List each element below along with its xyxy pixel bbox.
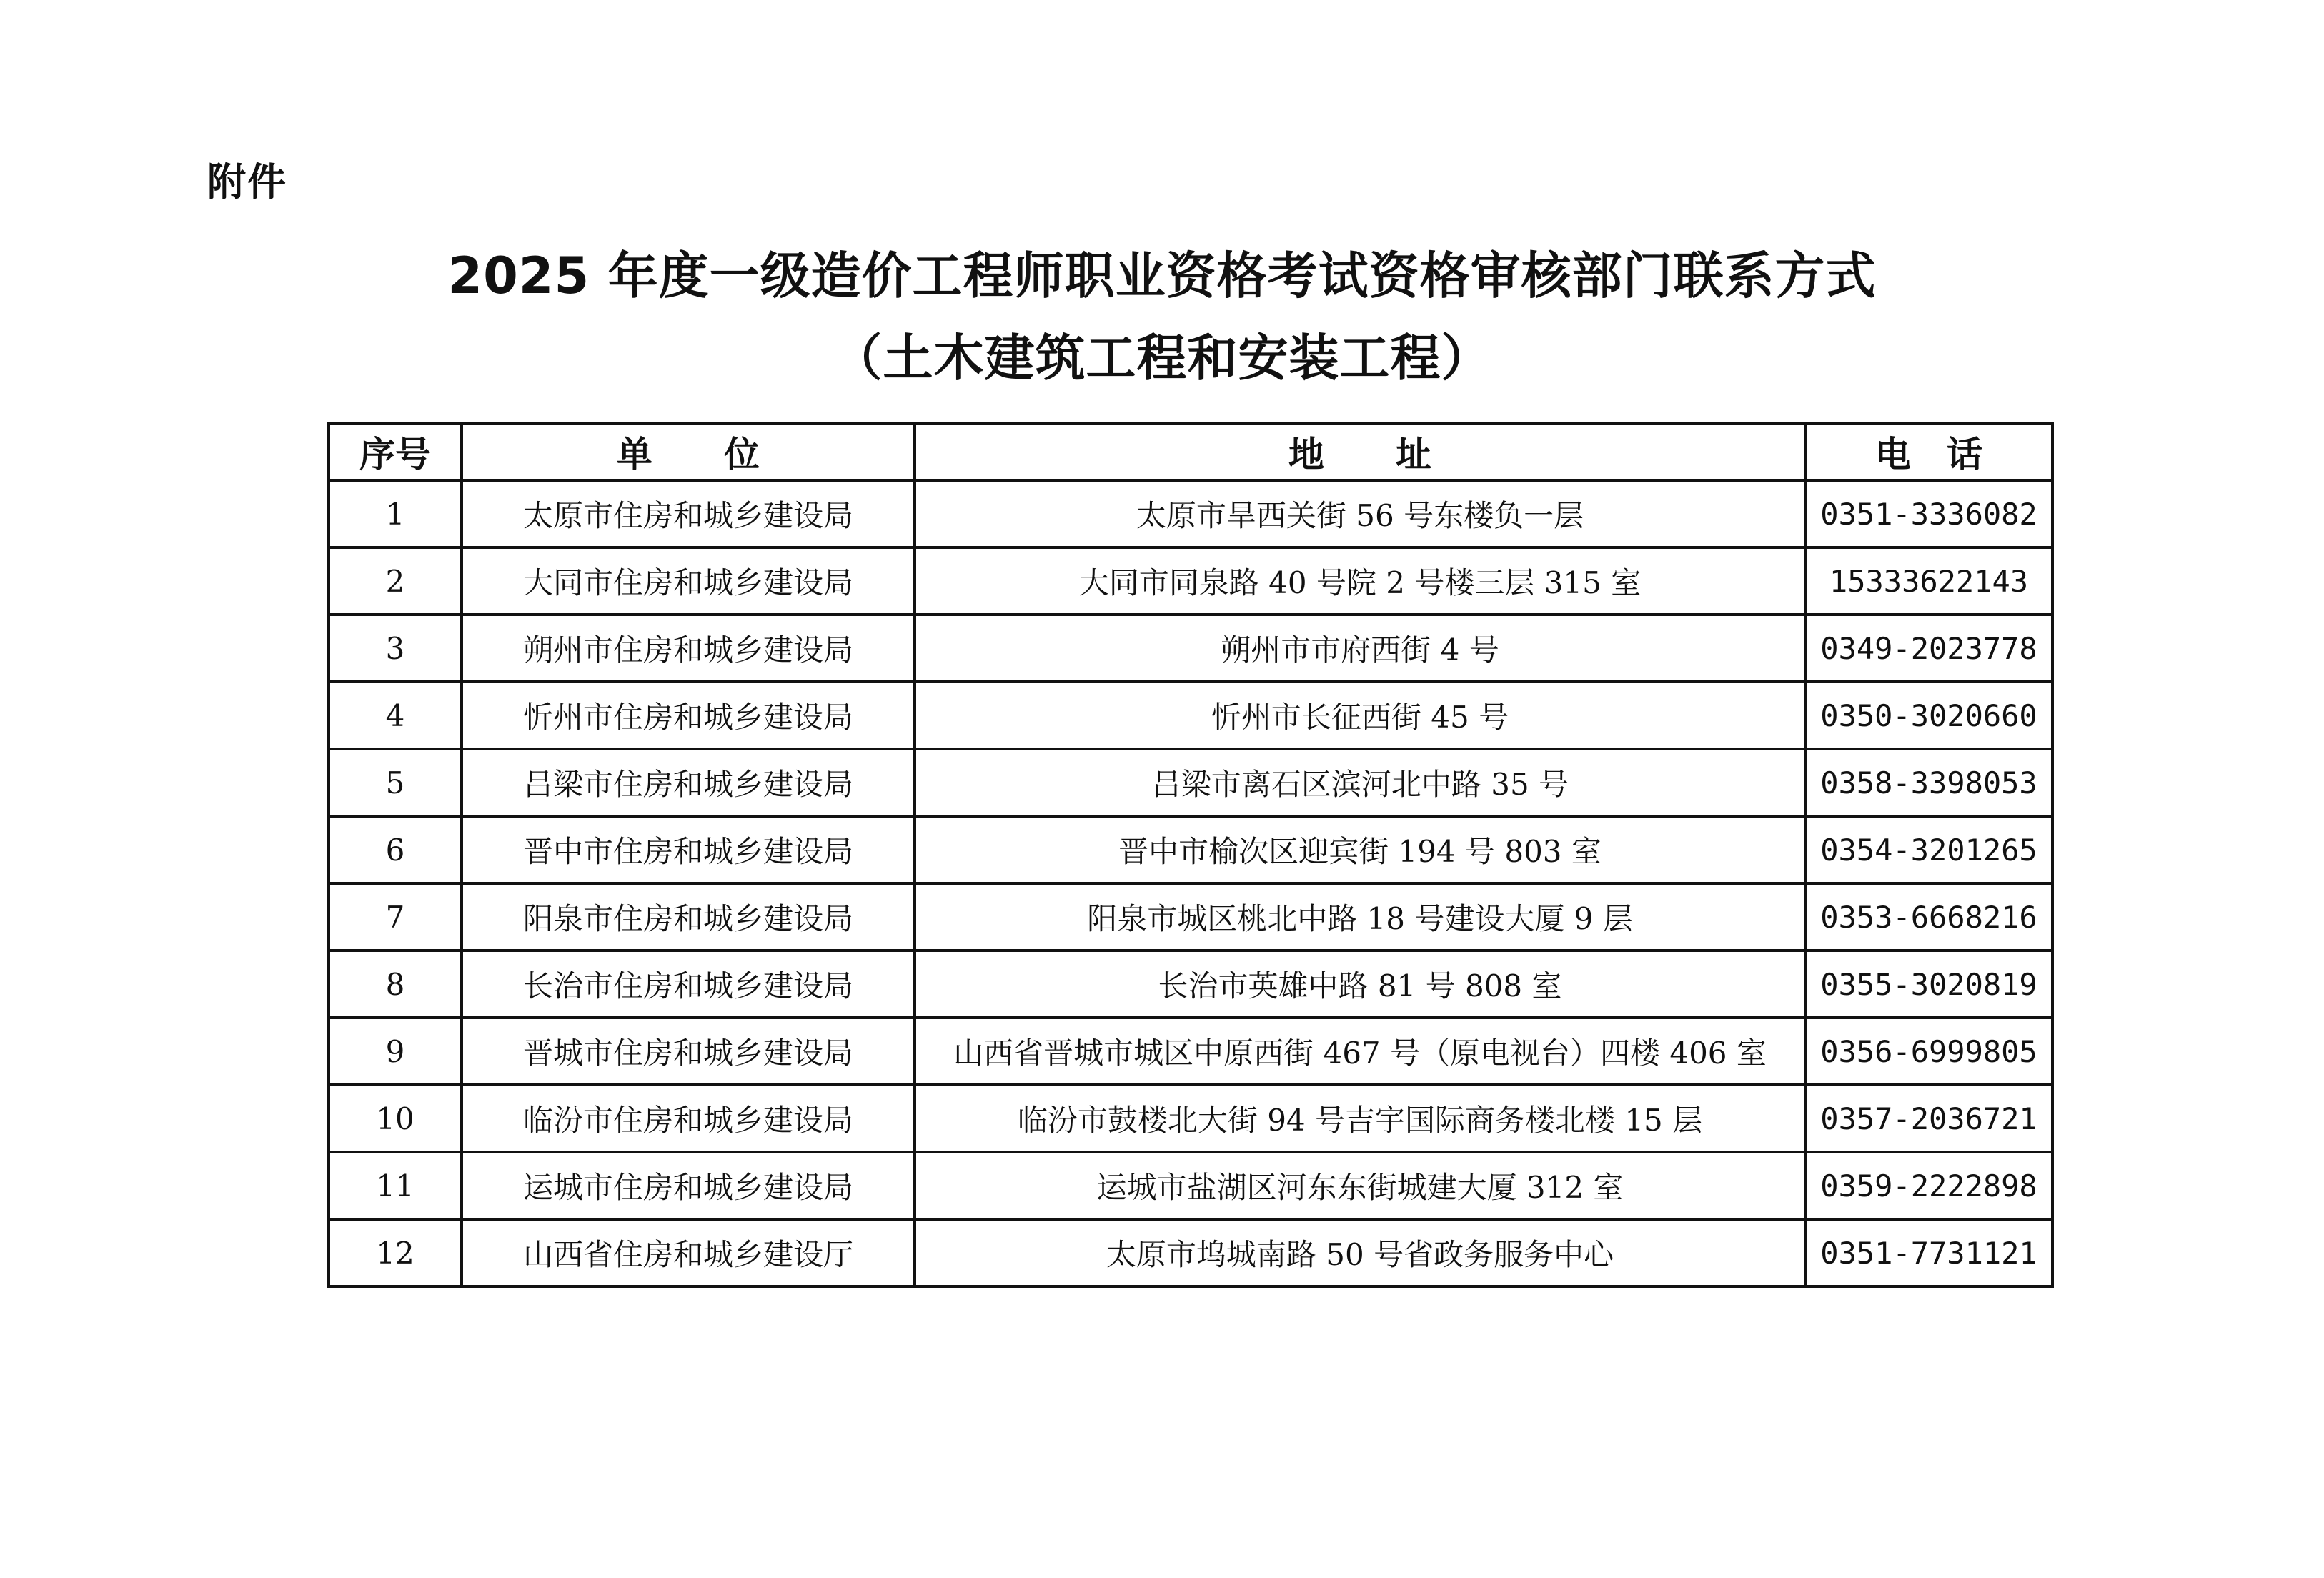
cell-phone: 0358-3398053 — [1805, 749, 2052, 816]
table-row — [329, 883, 2052, 951]
cell-unit: 晋城市住房和城乡建设局 — [462, 1018, 915, 1085]
table-row — [329, 951, 2052, 1018]
cell-unit: 晋中市住房和城乡建设局 — [462, 816, 915, 883]
cell-phone: 0354-3201265 — [1805, 816, 2052, 883]
cell-address: 晋中市榆次区迎宾街 194 号 803 室 — [915, 816, 1805, 883]
cell-address: 运城市盐湖区河东东街城建大厦 312 室 — [915, 1152, 1805, 1219]
cell-phone: 0359-2222898 — [1805, 1152, 2052, 1219]
table-row — [329, 816, 2052, 883]
header-no: 序号 — [329, 423, 462, 480]
cell-no: 8 — [329, 951, 462, 1018]
cell-no: 10 — [329, 1085, 462, 1152]
table-row — [329, 547, 2052, 615]
cell-phone: 0351-7731121 — [1805, 1219, 2052, 1286]
header-phone: 电 话 — [1805, 423, 2052, 480]
document-title: 2025 年度一级造价工程师职业资格考试资格审核部门联系方式 — [447, 247, 1877, 305]
table-row — [329, 615, 2052, 682]
cell-unit: 长治市住房和城乡建设局 — [462, 951, 915, 1018]
cell-address: 长治市英雄中路 81 号 808 室 — [915, 951, 1805, 1018]
cell-unit: 运城市住房和城乡建设局 — [462, 1152, 915, 1219]
document-subtitle: （土木建筑工程和安装工程） — [832, 329, 1492, 387]
cell-unit: 大同市住房和城乡建设局 — [462, 547, 915, 615]
cell-unit: 山西省住房和城乡建设厅 — [462, 1219, 915, 1286]
cell-phone: 0356-6999805 — [1805, 1018, 2052, 1085]
cell-phone: 0350-3020660 — [1805, 682, 2052, 749]
table-row — [329, 1085, 2052, 1152]
cell-address: 太原市坞城南路 50 号省政务服务中心 — [915, 1219, 1805, 1286]
cell-unit: 忻州市住房和城乡建设局 — [462, 682, 915, 749]
table-row — [329, 1018, 2052, 1085]
cell-no: 2 — [329, 547, 462, 615]
attachment-label: 附件 — [207, 159, 287, 204]
table-row — [329, 1152, 2052, 1219]
table-row — [329, 682, 2052, 749]
cell-phone: 0355-3020819 — [1805, 951, 2052, 1018]
cell-address: 阳泉市城区桃北中路 18 号建设大厦 9 层 — [915, 883, 1805, 951]
cell-no: 9 — [329, 1018, 462, 1085]
cell-unit: 太原市住房和城乡建设局 — [462, 480, 915, 547]
cell-phone: 0351-3336082 — [1805, 480, 2052, 547]
table-body — [329, 480, 2052, 1286]
contacts-table — [327, 422, 2054, 1288]
cell-unit: 阳泉市住房和城乡建设局 — [462, 883, 915, 951]
cell-no: 6 — [329, 816, 462, 883]
cell-phone: 0349-2023778 — [1805, 615, 2052, 682]
table-row — [329, 480, 2052, 547]
cell-unit: 朔州市住房和城乡建设局 — [462, 615, 915, 682]
cell-phone: 15333622143 — [1805, 547, 2052, 615]
cell-no: 3 — [329, 615, 462, 682]
cell-address: 忻州市长征西街 45 号 — [915, 682, 1805, 749]
cell-address: 临汾市鼓楼北大街 94 号吉宇国际商务楼北楼 15 层 — [915, 1085, 1805, 1152]
cell-address: 吕梁市离石区滨河北中路 35 号 — [915, 749, 1805, 816]
cell-no: 11 — [329, 1152, 462, 1219]
cell-no: 12 — [329, 1219, 462, 1286]
table-row — [329, 1219, 2052, 1286]
header-unit: 单 位 — [462, 423, 915, 480]
cell-no: 1 — [329, 480, 462, 547]
table-header — [329, 423, 2052, 480]
cell-no: 5 — [329, 749, 462, 816]
header-address: 地 址 — [915, 423, 1805, 480]
cell-address: 朔州市市府西街 4 号 — [915, 615, 1805, 682]
cell-unit: 吕梁市住房和城乡建设局 — [462, 749, 915, 816]
cell-no: 4 — [329, 682, 462, 749]
cell-phone: 0353-6668216 — [1805, 883, 2052, 951]
cell-address: 山西省晋城市城区中原西街 467 号（原电视台）四楼 406 室 — [915, 1018, 1805, 1085]
cell-address: 太原市旱西关街 56 号东楼负一层 — [915, 480, 1805, 547]
cell-address: 大同市同泉路 40 号院 2 号楼三层 315 室 — [915, 547, 1805, 615]
header-row — [329, 423, 2052, 480]
cell-phone: 0357-2036721 — [1805, 1085, 2052, 1152]
cell-unit: 临汾市住房和城乡建设局 — [462, 1085, 915, 1152]
table-row — [329, 749, 2052, 816]
cell-no: 7 — [329, 883, 462, 951]
